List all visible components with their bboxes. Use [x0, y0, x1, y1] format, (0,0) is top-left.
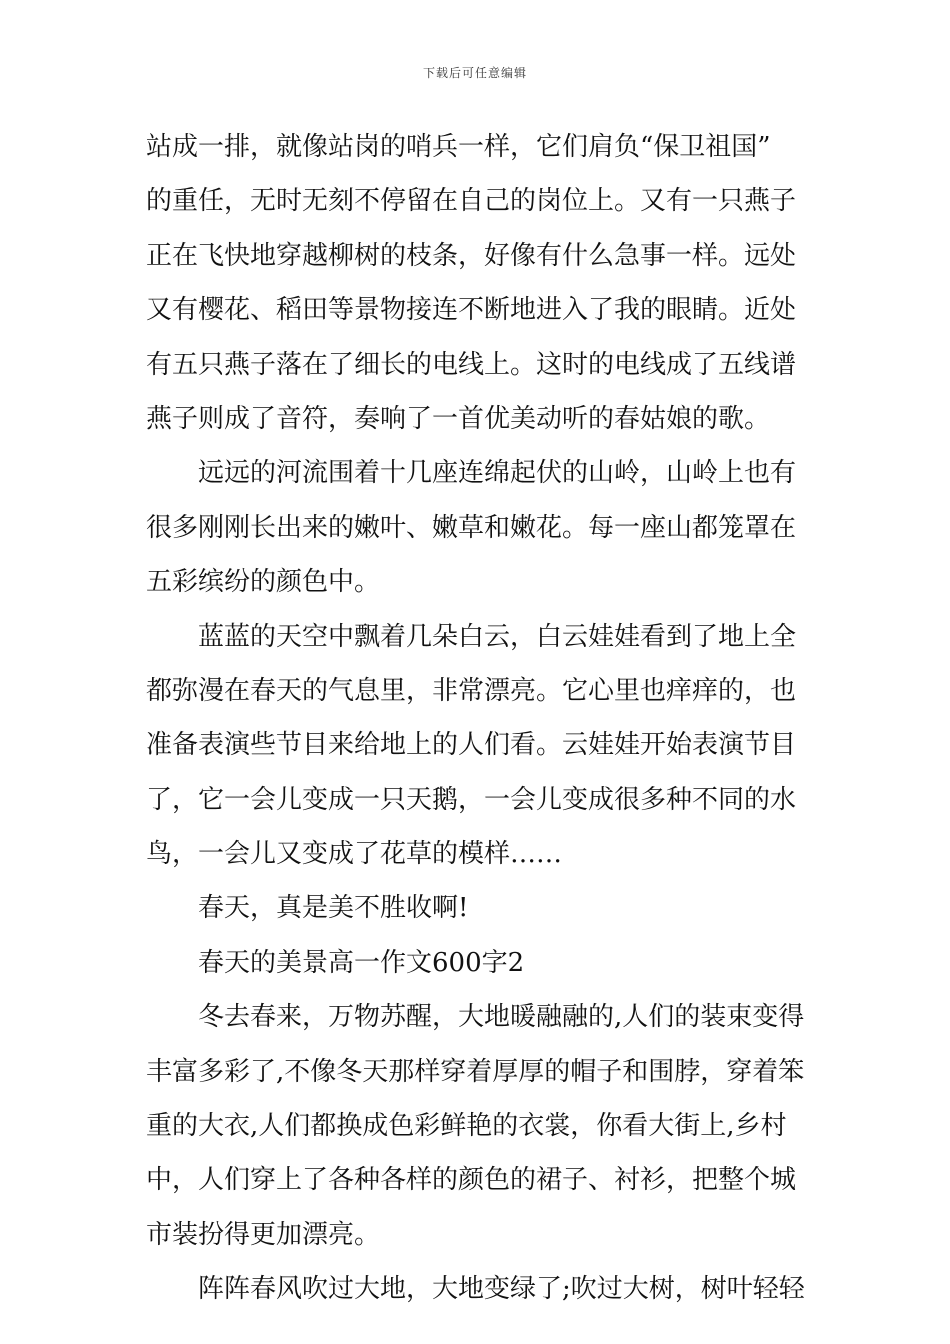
- text-line: 的重任，无时无刻不停留在自己的岗位上。又有一只燕子: [146, 186, 797, 217]
- text-line: 远远的河流围着十几座连绵起伏的山岭，山岭上也有: [198, 458, 797, 489]
- text-line: 又有樱花、稻田等景物接连不断地进入了我的眼睛。近处: [146, 295, 797, 326]
- text-line: 了，它一会儿变成一只天鹅，一会儿变成很多种不同的水: [146, 784, 797, 815]
- section-title: 春天的美景高一作文600字2: [198, 947, 525, 978]
- text-line: 正在飞快地穿越柳树的枝条，好像有什么急事一样。远处: [146, 240, 797, 271]
- text-line: 冬去春来，万物苏醒，大地暖融融的,人们的装束变得: [198, 1002, 805, 1033]
- page-header: 下载后可任意编辑: [422, 66, 527, 80]
- text-line: 重的大衣,人们都换成色彩鲜艳的衣裳，你看大街上,乡村: [146, 1111, 787, 1142]
- text-line: 都弥漫在春天的气息里，非常漂亮。它心里也痒痒的，也: [146, 675, 797, 706]
- text-line: 有五只燕子落在了细长的电线上。这时的电线成了五线谱: [146, 349, 797, 380]
- text-line: 阵阵春风吹过大地，大地变绿了;吹过大树，树叶轻轻: [198, 1274, 805, 1305]
- text-line: 准备表演些节目来给地上的人们看。云娃娃开始表演节目: [146, 730, 797, 761]
- text-line: 燕子则成了音符，奏响了一首优美动听的春姑娘的歌。: [146, 403, 771, 434]
- text-line: 五彩缤纷的颜色中。: [146, 567, 381, 598]
- text-line: 丰富多彩了,不像冬天那样穿着厚厚的帽子和围脖，穿着笨: [146, 1056, 805, 1087]
- text-line: 春天，真是美不胜收啊!: [198, 893, 469, 924]
- text-line: 站成一排，就像站岗的哨兵一样，它们肩负“保卫祖国”: [146, 132, 771, 162]
- text-line: 蓝蓝的天空中飘着几朵白云，白云娃娃看到了地上全: [198, 621, 797, 652]
- text-line: 很多刚刚长出来的嫩叶、嫩草和嫩花。每一座山都笼罩在: [146, 512, 797, 543]
- text-line: 鸟，一会儿又变成了花草的模样……: [146, 839, 563, 870]
- document-body: [146, 120, 810, 1317]
- text-line: 市装扮得更加漂亮。: [146, 1219, 381, 1250]
- text-line: 中，人们穿上了各种各样的颜色的裙子、衬衫，把整个城: [146, 1165, 797, 1196]
